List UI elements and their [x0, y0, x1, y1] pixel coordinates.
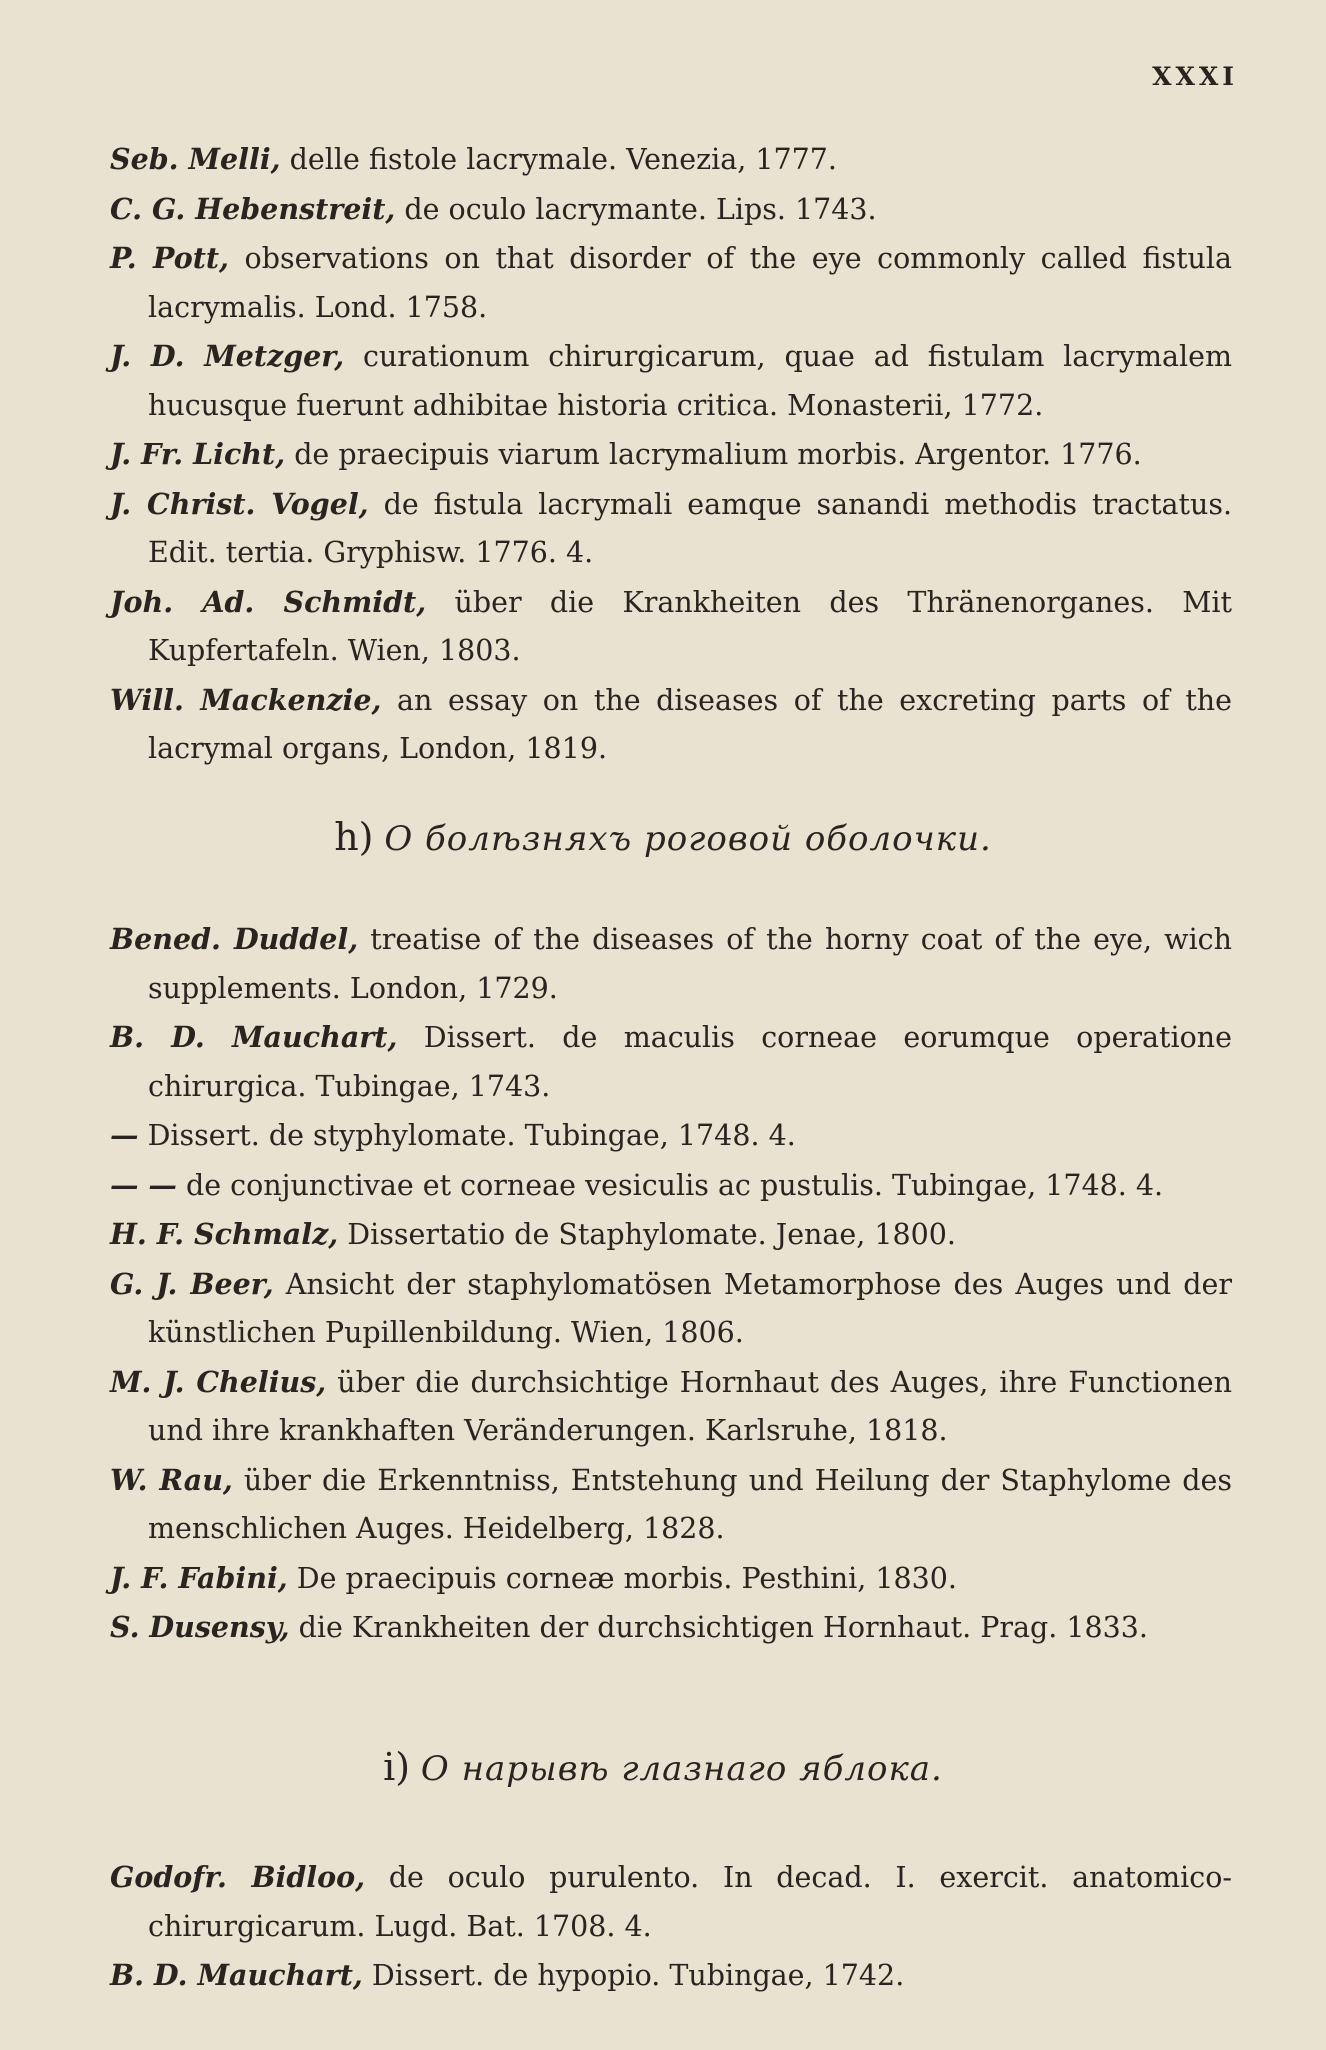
- entry-author: — —: [110, 1167, 177, 1202]
- bibliography-entry: [110, 578, 1232, 676]
- bibliography-entry: [110, 1260, 1232, 1358]
- entry-text: treatise of the diseases of the horny coat of the eye, wich supplements. London, 1729.: [148, 923, 1232, 1005]
- bibliography-entry: [110, 1111, 1232, 1161]
- entry-author: G. J. Beer,: [110, 1266, 274, 1301]
- bibliography-entry: [110, 676, 1232, 774]
- entry-author: J. Fr. Licht,: [110, 437, 286, 471]
- bibliography-entry: [110, 1358, 1232, 1456]
- entry-author: Seb. Melli,: [110, 142, 281, 176]
- entry-text: über die durchsichtige Hornhaut des Auges, ihre Functionen und ihre krankhaften Veränderungen. Karlsruhe, 1818.: [148, 1365, 1232, 1447]
- entry-text: curationum chirurgicarum, quae ad fistulam lacrymalem hucusque fuerunt adhibitae historia critica. Monasterii, 1772.: [148, 340, 1232, 422]
- bibliography-entry: [110, 915, 1232, 1013]
- bibliography-entry: [110, 480, 1232, 578]
- entry-text: an essay on the diseases of the excreting parts of the lacrymal organs, London, 1819.: [148, 683, 1232, 765]
- entry-text: de oculo lacrymante. Lips. 1743.: [404, 192, 877, 226]
- entry-author: M. J. Chelius,: [110, 1364, 327, 1399]
- entry-author: B. D. Mauchart,: [110, 1958, 363, 1992]
- entry-text: Dissertatio de Staphylomate. Jenae, 1800.: [347, 1218, 956, 1251]
- entry-author: H. F. Schmalz,: [110, 1217, 339, 1251]
- entry-text: Dissert. de hypopio. Tubingae, 1742.: [371, 1959, 905, 1992]
- entry-text: de oculo purulento. In decad. I. exercit. anatomico-chirurgicarum. Lugd. Bat. 1708. 4.: [148, 1861, 1233, 1943]
- entry-text: de praecipuis viarum lacrymalium morbis. Argentor. 1776.: [294, 438, 1142, 471]
- section-letter: i): [383, 1745, 411, 1789]
- bibliography-entry: [110, 1210, 1232, 1260]
- bibliography-entry: [110, 185, 1232, 235]
- entry-author: S. Dusensy,: [110, 1610, 290, 1644]
- entry-text: de conjunctivae et corneae vesiculis ac pustulis. Tubingae, 1748. 4.: [186, 1168, 1164, 1202]
- entry-text: über die Krankheiten des Thränenorganes. Mit Kupfertafeln. Wien, 1803.: [148, 585, 1232, 667]
- bibliography-entry: [110, 332, 1232, 430]
- section-title: О нарывѣ глазнаго яблока.: [420, 1749, 943, 1789]
- page-number: XXXI: [1152, 62, 1238, 91]
- entry-text: über die Erkenntniss, Entstehung und Heilung der Staphylome des menschlichen Auges. Heidelberg, 1828.: [148, 1463, 1233, 1545]
- entry-text: De praecipuis corneæ morbis. Pesthini, 1830.: [296, 1561, 957, 1595]
- entry-author: Bened. Duddel,: [110, 922, 359, 956]
- entry-text: delle fistole lacrymale. Venezia, 1777.: [289, 143, 837, 176]
- section-heading-h: [0, 815, 1326, 859]
- bibliography-entry: [110, 1603, 1232, 1653]
- entry-author: W. Rau,: [110, 1462, 233, 1497]
- entry-text: Dissert. de styphylomate. Tubingae, 1748. 4.: [147, 1119, 796, 1152]
- entry-author: B. D. Mauchart,: [110, 1020, 398, 1054]
- entry-text: observations on that disorder of the eye commonly called fistula lacrymalis. Lond. 1758.: [148, 242, 1233, 324]
- bibliography-block-eyeball: [110, 1853, 1232, 2001]
- entry-author: Will. Mackenzie,: [110, 682, 382, 717]
- entry-author: Godofr. Bidloo,: [110, 1860, 366, 1894]
- entry-text: Ansicht der staphylomatösen Metamorphose des Auges und der künstlichen Pupillenbildung. Wien, 1806.: [148, 1267, 1232, 1349]
- entry-author: Joh. Ad. Schmidt,: [110, 584, 427, 619]
- entry-text: die Krankheiten der durchsichtigen Hornhaut. Prag. 1833.: [298, 1611, 1148, 1644]
- bibliography-entry: [110, 1456, 1232, 1554]
- bibliography-entry: [110, 1161, 1232, 1211]
- entry-text: de fistula lacrymali eamque sanandi methodis tractatus. Edit. tertia. Gryphisw. 1776. 4.: [148, 487, 1233, 569]
- section-letter: h): [334, 815, 374, 859]
- bibliography-entry: [110, 1951, 1232, 2001]
- entry-text: Dissert. de maculis corneae eorumque operatione chirurgica. Tubingae, 1743.: [148, 1021, 1232, 1103]
- entry-author: C. G. Hebenstreit,: [110, 191, 396, 226]
- entry-author: —: [110, 1118, 139, 1152]
- bibliography-entry: [110, 135, 1232, 185]
- bibliography-block-lacrymal: [110, 135, 1232, 774]
- entry-author: P. Pott,: [110, 241, 229, 275]
- bibliography-block-cornea: [110, 915, 1232, 1653]
- bibliography-entry: [110, 1554, 1232, 1604]
- entry-author: J. Christ. Vogel,: [110, 486, 369, 521]
- section-title: О болѣзняхъ роговой оболочки.: [384, 819, 992, 859]
- bibliography-entry: [110, 1853, 1232, 1951]
- bibliography-entry: [110, 430, 1232, 480]
- section-heading-i: [0, 1745, 1326, 1789]
- bibliography-entry: [110, 234, 1232, 332]
- entry-author: J. F. Fabini,: [110, 1560, 288, 1595]
- bibliography-entry: [110, 1013, 1232, 1111]
- entry-author: J. D. Metzger,: [110, 339, 345, 373]
